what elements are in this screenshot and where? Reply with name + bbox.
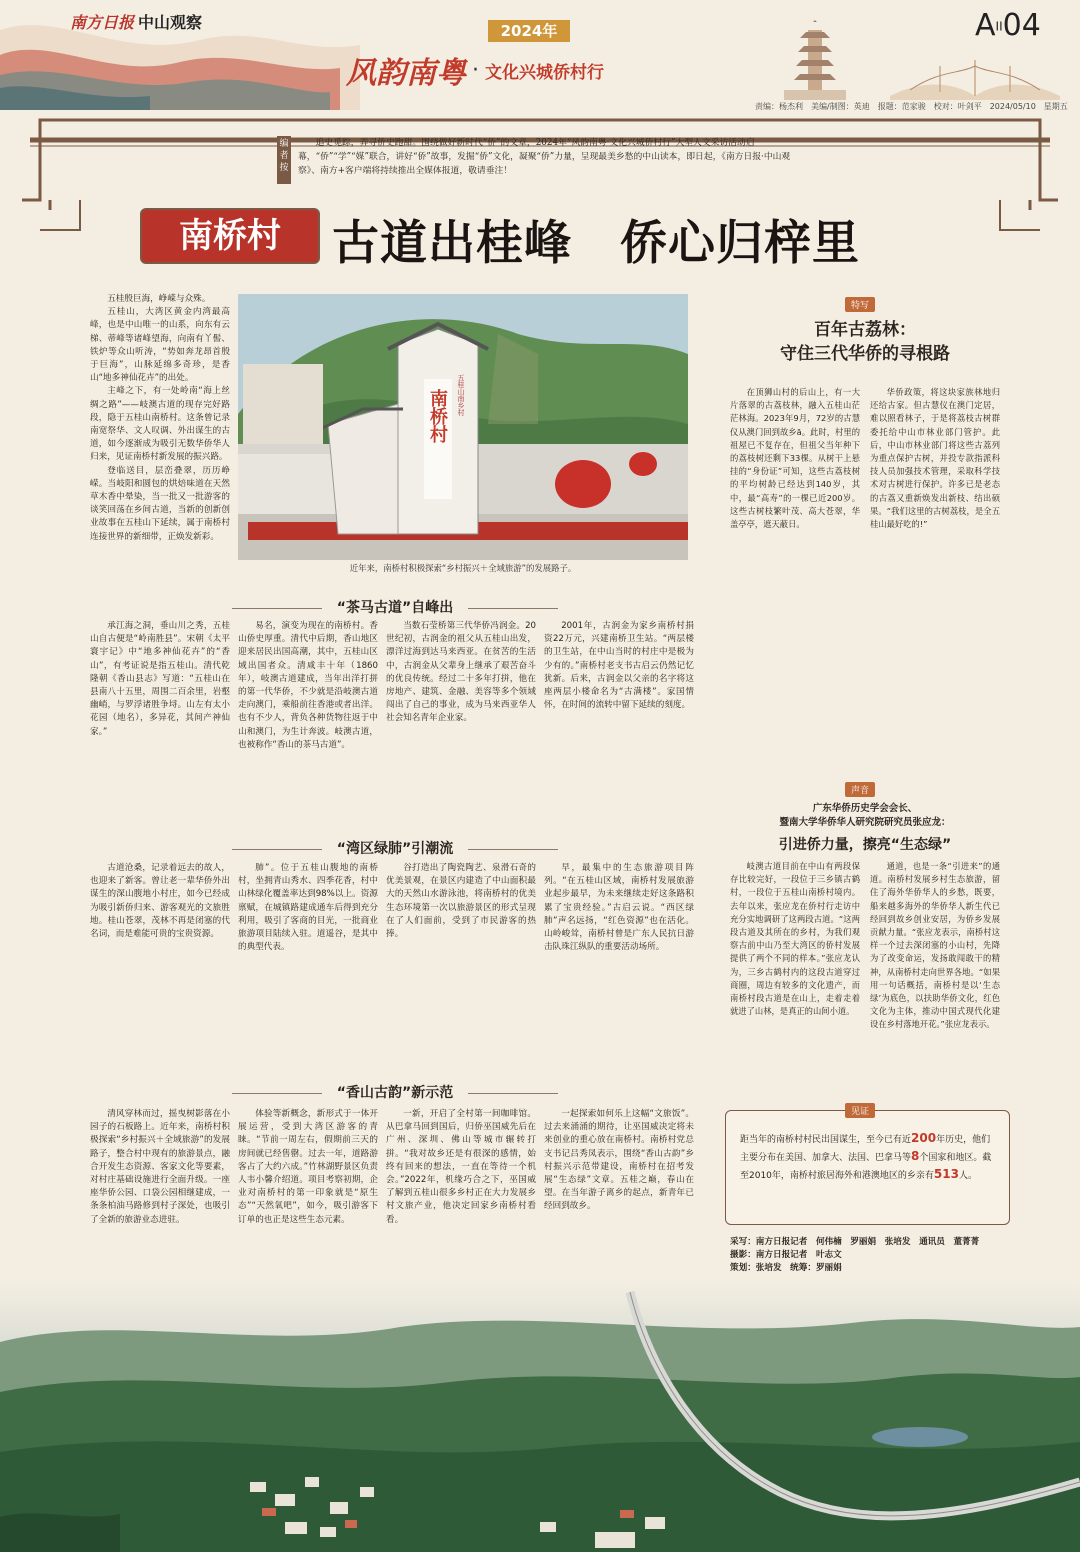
book-art-decoration bbox=[880, 46, 1070, 102]
intro-p4: 登临送目，层峦叠翠，历历峥嵘。当岐阳和圆包的烘焙味道在天然草木香中晕染，当一批又一批游客的谈笑回荡在乡间古道，当新的创新创业故事在五桂山下延续，属于南桥村连接世界的新细带，正焕发新彩。 bbox=[90, 465, 230, 542]
sidebar3-num3: 513 bbox=[933, 1167, 959, 1181]
sidebar2-subtitle bbox=[720, 802, 1010, 830]
section3-col4: 一起探索如何乐上这幅“文旅饭”。过去来涌涌的期待，让巫国威决定将未来创业的重心放在南桥村。南桥村党总支书记吕秀凤表示，围绕“香山古韵”乡村振兴示范带建设，南桥村在招考发展“生态绿”文章。五桂之巅，春山在望。在当年游子离乡的起点，新青年已经回到故乡。 bbox=[544, 1109, 694, 1212]
year-badge bbox=[488, 20, 570, 42]
credits-line: 责编：杨杰利 美编/制图：英迪 报题：范家骏 校对：叶剑平 2024/05/10 星期五 bbox=[755, 102, 1068, 111]
sidebar2-tag: 声音 bbox=[845, 782, 875, 797]
page-number bbox=[975, 8, 1041, 43]
byline-photo: 摄影：南方日报记者 叶志文 bbox=[730, 1250, 842, 1260]
section1-col4: 2001年，古润金为家乡南桥村捐资22万元，兴建南桥卫生站。“两层楼的卫生站，在中山当时的村庄中是极为少有的。”南桥村老支书古启云仍然记忆犹新。后来，古润金以父亲的名字将这座两层小楼命名为“古满楼”。家国情怀，在时间的流转中留下延续的刻度。 bbox=[544, 621, 694, 711]
section1-col1: 承江海之洞，垂山川之秀，五桂山自古便是“岭南胜县”。宋朝《太平寰宇记》中“地多神仙花卉”的“香山”，有考证说是指五桂山。清代乾隆朝《香山县志》写道：“五桂山在县南八十五里，周围二百余里，岩壑幽峭，与罗浮诸胜争埒。山左有太小花园（地名），多异花，其间产神仙家。” bbox=[90, 621, 230, 737]
sidebar1-col1: 在顶狮山村的后山上，有一大片落翠的古荔枝林，融入五桂山茫茫林海。2023年9月，72岁的古慧仪从澳门回到故乡ā。此时，村里的祖屋已不复存在，但祖父当年种下的荔枝树还剩下33棵。从树干上悬挂的“身份证”可知，这些古荔枝树的平均树龄已经达到140岁，其中，最“高寿”的一棵已近200岁。这些古树枝繁叶茂、高大苍翠，华盖亭亭，遮天蔽日。 bbox=[730, 387, 860, 530]
column-title: 风韵南粤 bbox=[346, 56, 466, 91]
sidebar1-col2: 华侨政策，将这块家族林地归还给古家。但古慧仪在澳门定居，难以照看林子，于是将荔枝古树群委托给中山市林业部门管护。此后，中山市林业部门将这些古荔列为重点保护古树，并投专款指派科技人员加强技术管理，采取科学技术对古树进行保护。许多已是老态的古荔又重新焕发出新枝、结出硕果。“我们这里的古树荔枝，是全五桂山最好吃的!” bbox=[870, 387, 1000, 530]
sidebar1-title-line1: 百年古荔林： bbox=[814, 320, 916, 340]
editor-note-text: 追史觅踪，弄寻侨史跑甜。围绕做好新时代“侨”的文章，2024年“风韵南粤·文化兴城侨村行”大型人文采访活动启幕，“侨”“学”“媒”联合，讲好“侨”故事，发掘“侨”文化，凝聚“侨”力量，呈现最美乡愁的中山读本，即日起，《南方日报·中山观察》、南方+客户端将持续推出全媒体报道，敬请垂注！ bbox=[298, 138, 791, 176]
village-name: 南桥村 bbox=[179, 216, 281, 256]
sidebar3-text-2: 年历史，他们主要分布在美国、加拿大、法国、巴拿马等 bbox=[740, 1135, 991, 1163]
aerial-landscape-illustration bbox=[0, 1282, 1080, 1552]
masthead: 南方日报 中山观察 2024年 风韵南粤 · 文化兴城侨村行 AII04 责编：杨杰利 美编/制图：英迪 报题：范家骏 校对：叶剑平 2024/05/10 星期五 bbox=[0, 0, 1080, 120]
sidebar2-col2: 通道，也是一条“引进来”的通道。南桥村发展乡村生态旅游，留住了海外华侨华人的乡愁，既要，船来越多海外的华侨华人新生代已经回到故乡创业安居，为侨乡发展贡献力量。“张应龙表示，南桥村这样一个过去深闭塞的小山村，先降为了改变命运，发扬敢闯敢干的精神，从南桥村走向世界各地。“如果用一句话概括，南桥村是以‘生态绿’为底色，以扶助华侨文化，红色文化为主体，推动中国式现代化建设在乡村落地开花。”张应龙表示。 bbox=[870, 861, 1000, 1030]
sidebar1-title-line2: 守住三代华侨的寻根路 bbox=[780, 344, 950, 364]
section3-col3: 一新，开启了全村第一间咖啡馆。从巴拿马回到国后，归侨巫国威先后在广州、深圳、佛山等城市辗转打拼。“我对故乡还是有很深的感情，始终有回来的想法，一直在等待一个机会。”2022年，机缘巧合之下，巫国威了解到五桂山很多乡村正在大力发展乡村文旅产业，他决定回家乡南桥村看看。 bbox=[386, 1109, 536, 1225]
village-name-badge bbox=[140, 208, 320, 264]
section2-title-text: “湾区绿肺”引潮流 bbox=[336, 841, 454, 857]
photo-caption: 近年来，南桥村积极探索“乡村振兴＋全域旅游”的发展路子。 bbox=[349, 563, 577, 573]
sidebar3-tag: 见证 bbox=[845, 1103, 875, 1118]
edition-name: 中山观察 bbox=[138, 15, 203, 32]
aerial-photo bbox=[0, 1282, 1080, 1552]
gate-sign-text: 南桥村 bbox=[427, 389, 448, 443]
page-prefix: A bbox=[975, 8, 996, 43]
section2-col3: 谷打造出了陶瓷陶艺、泉滑石奇的优美景观，在景区内建造了中山面积最大的天然山水游泳池，将南桥村的优美生态环境第一次以旅游景区的形式呈现在了人们面前，受到了市民游客的热捧。 bbox=[386, 863, 536, 940]
intro-p2: 五桂山，大湾区黄金内湾最高峰，也是中山唯一的山系，向东有云梯、蒂峰等诸峰望海，向南有丫髻、铁炉等众山听涛，“势如奔龙昂首殷于巨海”，山脉延绵多奇珍，是香山“地多神仙花卉”的出处。 bbox=[90, 307, 230, 384]
sidebar3-text-3: 个国家和地区。截至2010年，南桥村旅居海外和港澳地区的乡亲有 bbox=[740, 1153, 992, 1181]
sidebar1-title bbox=[720, 318, 1010, 366]
paper-name: 南方日报 bbox=[70, 15, 135, 32]
headline: 古道出桂峰 侨心归梓里 bbox=[332, 216, 860, 271]
section2-col1: 古道沧桑，记录着远去的故人，也迎来了新客。曾让老一辈华侨外出谋生的深山腹地小村庄，如今已经成为吸引新侨归来、游客观光的文旅胜地。桂山苍翠，茂林不再是闭塞的代名词，而是难能可贵的宝贵资源。 bbox=[90, 863, 230, 940]
sidebar3-num1: 200 bbox=[911, 1131, 937, 1145]
intro-p1: 五桂殷巨海，峥嵘与众殊。 bbox=[107, 294, 211, 304]
section3-col2: 体验等新概念，新形式于一体开展运营，受到大湾区游客的青睐。“节前一周左右，假期前三天的房间就已经售罄。过去一年，道路游客占了大约六成。”竹林湖野景区负责人韦小馨介绍道。项目考察初期，企业对南桥村的第一印象就是“原生态”“天然氧吧”，如今，吸引游客下订单的也正是这些生态元素。 bbox=[238, 1109, 378, 1225]
section2-col4: 早，最集中的生态旅游项目阵列。“在五桂山区域，南桥村发展旅游业起步最早，为未来继续走好这条路积累了宝贵经验。”古启云说。“西区绿肺”声名远扬，“红色资源”也在活化。山岭峻耸，南桥村曾是广东人民抗日游击队珠江纵队的重要活动场所。 bbox=[544, 863, 694, 953]
sidebar3-text-4: 人。 bbox=[958, 1171, 977, 1181]
section1-col2: 易名，演变为现在的南桥村。香山侨史厚重。清代中后期，香山地区迎来居民出国高潮，其中，五桂山区域出国者众。清咸丰十年（1860年），岐澳古道建成，当年出洋打拼的第一代华侨，不少就是沿岐澳古道走向澳门，乘船前往香港或者出洋。也有不少人，背负各种货物往返于中山和澳门，为生计奔波。岐澳古道，也被称作“香山的茶马古道”。 bbox=[238, 621, 378, 750]
section3-title bbox=[90, 1082, 700, 1102]
main-photo bbox=[238, 294, 688, 560]
sidebar3-text bbox=[740, 1130, 998, 1184]
section3-title-text: “香山古韵”新示范 bbox=[336, 1085, 454, 1101]
year-text: 2024年 bbox=[500, 22, 558, 40]
intro-column bbox=[90, 293, 230, 563]
village-gate-illustration bbox=[238, 294, 688, 560]
sidebar1-tag: 特写 bbox=[845, 297, 875, 312]
editor-note-tag: 编者按 bbox=[277, 136, 291, 184]
intro-p3: 主峰之下，有一处岭南“海上丝绸之路”——岐澳古道的现存完好路段，隐于五桂山南桥村。这条曾记录南宽祭华、文人叹调、外出谋生的古道，如今逐渐成为吸引无数华侨华人归来，见证南桥村新发展的振兴路。 bbox=[90, 386, 230, 463]
sidebar2-subtitle-line1: 广东华侨历史学会会长、 bbox=[812, 803, 918, 814]
section1-title-text: “茶马古道”自峰出 bbox=[336, 600, 454, 616]
page-section: II bbox=[995, 19, 1003, 34]
section2-title bbox=[90, 838, 700, 858]
sidebar2-subtitle-line2: 暨南大学华侨华人研究院研究员张应龙： bbox=[779, 817, 951, 828]
byline-reporters: 采写：南方日报记者 何伟楠 罗丽娟 张培发 通讯员 董菁菁 bbox=[730, 1237, 980, 1247]
byline-planning: 策划：张培发 统筹：罗丽娟 bbox=[730, 1263, 842, 1273]
section1-title bbox=[90, 597, 700, 617]
column-subtitle: 文化兴城侨村行 bbox=[485, 62, 604, 83]
bylines bbox=[730, 1236, 1020, 1275]
section3-col1: 清风穿林而过，摇曳树影落在小园子的石板路上。近年来，南桥村积极探索“乡村振兴＋全域旅游”的发展路子，整合村中现有的旅游景点，融合开发生态资源、客家文化等要素，对村庄基础设施进行全面升级。一座座华侨公园、口袋公园相继建成，一条条柏油马路修到村子深处，也吸引了全新的旅游业态进驻。 bbox=[90, 1109, 230, 1225]
pagoda-art-decoration bbox=[780, 20, 850, 102]
section2-col2: 肺”。位于五桂山腹地的南桥村，坐拥青山秀水、四季花香，村中山林绿化覆盖率达到98%以上。资源禀赋，在城镇路建成通车后得到充分利用，吸引了客商的目光，一批商业旅游项目陆续入驻。道遥谷，是其中的典型代表。 bbox=[238, 863, 378, 953]
sidebar2-title: 引进侨力量，擦亮“生态绿” bbox=[778, 837, 952, 853]
sidebar3-text-1: 距当年的南桥村村民出国谋生，至今已有近 bbox=[740, 1135, 912, 1145]
sidebar2-col1: 岐澳古道目前在中山有两段保存比较完好，一段位于三乡镇古鹤村，一段位于五桂山南桥村境内。去年以来，张应龙在侨村行走访中充分实地调研了这两段古道。“这两段古道及其所在的乡村，为我们观察古前中山乃至大湾区的侨村发展提供了两个不同的样本。”张应龙认为，三乡古鹤村内的这段古道穿过商圈，周边有较多的文化遗产，而南桥村段古道是在山上，走着走着就进了山林，是真正的山间小道。 bbox=[730, 861, 860, 1017]
gate-sign-small-text: 五桂山南乡村 bbox=[457, 374, 465, 416]
page-num: 04 bbox=[1002, 8, 1041, 43]
section1-col3: 当数石莹桥第三代华侨冯润金。20世纪初，古润金的祖父从五桂山出发，漂洋过海到达马来西亚。在贫苦的生活中，古润金从父辈身上继承了艰苦奋斗的优良传统。经过二十多年打拼，他在房地产、建筑、金融、美容等多个领域闯出了自己的事业，成为马来西亚华人社会知名青年企业家。 bbox=[386, 621, 536, 724]
sidebar3-num2: 8 bbox=[911, 1149, 920, 1163]
